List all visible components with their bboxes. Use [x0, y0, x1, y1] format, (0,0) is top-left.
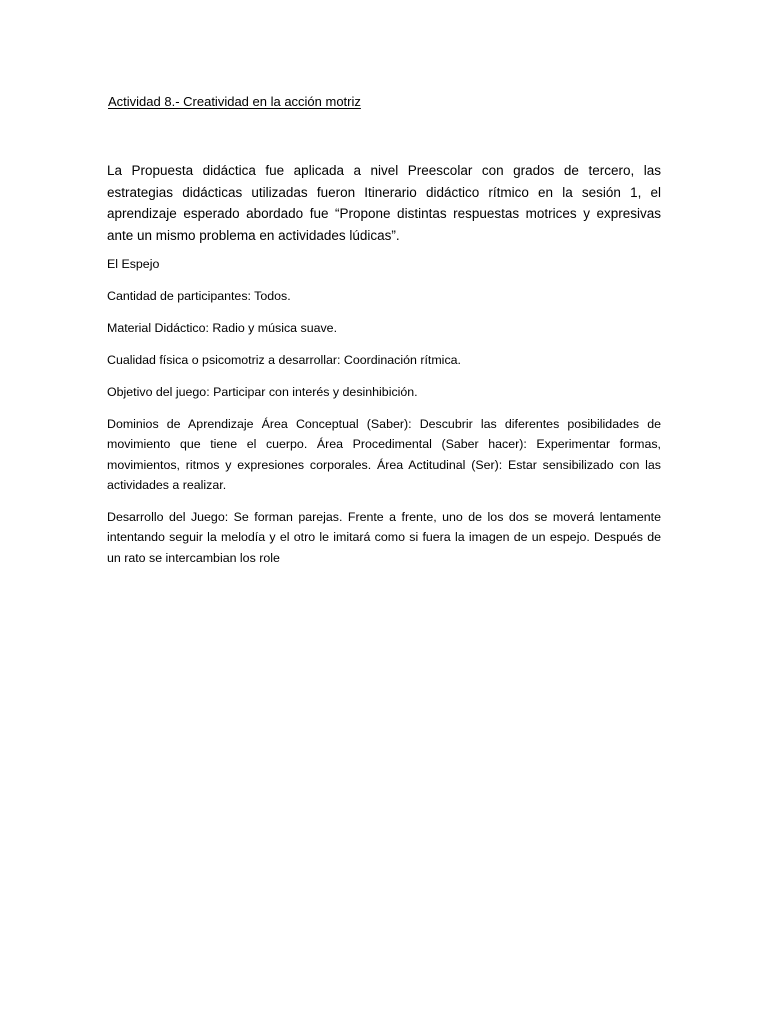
activity-title: Actividad 8.- Creatividad en la acción motriz	[108, 94, 361, 109]
objective-line: Objetivo del juego: Participar con interés y desinhibición.	[107, 385, 418, 399]
learning-domains-paragraph: Dominios de Aprendizaje Área Conceptual (Saber): Descubrir las diferentes posibilidades de movimiento que tiene el cuerpo. Área Procedimental (Saber hacer): Experimentar formas, movimientos, ritmos y expresiones corporales. Área Actitudinal (Ser): Estar sensibilizado con las actividades a realizar.	[107, 416, 661, 493]
game-name: El Espejo	[107, 257, 160, 272]
participants-line: Cantidad de participantes: Todos.	[107, 289, 291, 304]
document-body	[107, 160, 661, 580]
quality-line: Cualidad física o psicomotriz a desarrollar: Coordinación rítmica.	[107, 353, 461, 368]
material-line: Material Didáctico: Radio y música suave.	[107, 321, 338, 336]
intro-paragraph: La Propuesta didáctica fue aplicada a nivel Preescolar con grados de tercero, las estrategias didácticas utilizadas fueron Itinerario didáctico rítmico en la sesión 1, el aprendizaje esperado abordado fue “Propone distintas respuestas motrices y expresivas ante un mismo problema en actividades lúdicas”.	[107, 163, 661, 243]
game-development-paragraph: Desarrollo del Juego: Se forman parejas. Frente a frente, uno de los dos se moverá lentamente intentando seguir la melodía y el otro le imitará como si fuera la imagen de un espejo. Después de un rato se intercambian los role	[107, 510, 661, 565]
